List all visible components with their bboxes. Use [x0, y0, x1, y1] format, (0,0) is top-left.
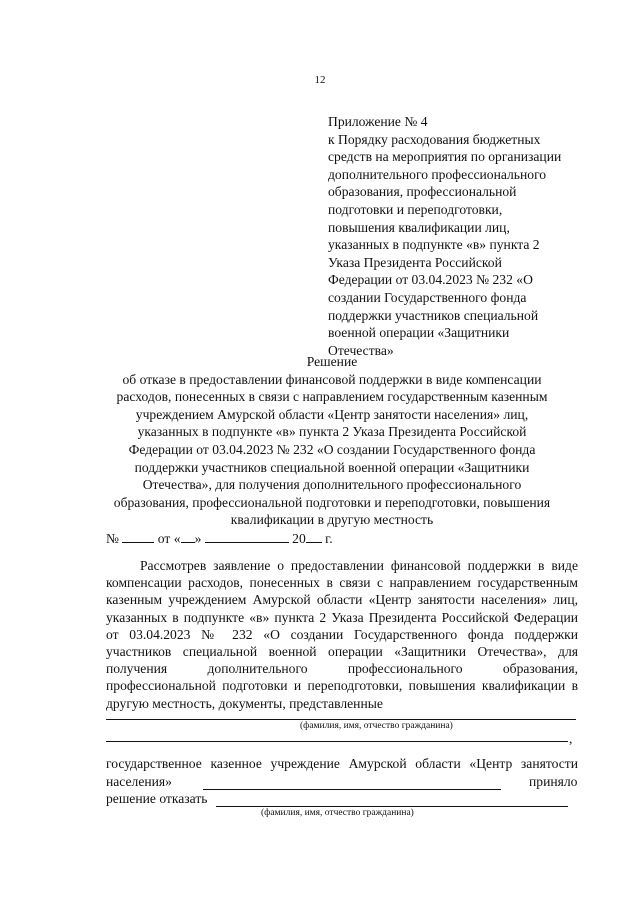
decision-line: указанных в подпункте «в» пункта 2 Указа Президента Российской	[137, 424, 527, 440]
appendix-line: к Порядку расходования бюджетных	[328, 131, 541, 147]
fio-line-2	[216, 806, 568, 807]
month-blank	[205, 531, 289, 543]
appendix-line: повышения квалификации лиц,	[328, 219, 510, 235]
appendix-line: дополнительного профессионального	[328, 166, 547, 182]
decision-line: об отказе в предоставлении финансовой поддержки в виде компенсации	[122, 371, 542, 387]
number-sign: №	[106, 531, 119, 546]
appendix-header	[328, 113, 598, 359]
appendix-line: средств на мероприятия по организации	[328, 149, 562, 165]
appendix-line: Приложение № 4	[328, 114, 428, 129]
year-blank	[306, 531, 322, 543]
appendix-line: Отечества»	[328, 342, 394, 358]
decided-text: приняло	[529, 774, 578, 789]
date-from: от «	[157, 531, 181, 546]
decision-line: расходов, понесенных в связи с направлением государственным казенным	[116, 389, 548, 405]
appendix-line: Федерации от 03.04.2023 № 232 «О	[328, 272, 533, 288]
number-blank	[122, 531, 154, 543]
appendix-line: военной операции «Защитники	[328, 325, 510, 341]
day-close: »	[194, 531, 202, 546]
day-blank	[181, 531, 195, 543]
refuse-text: решение отказать	[106, 791, 208, 806]
body-paragraph: Рассмотрев заявление о предоставлении финансовой поддержки в виде компенсации расходов, понесенных в связи с направлением государственным казенным учреждением Амурской области «Центр занятости населения» лиц, указанных в подпункте «в» пункта 2 Указа Президента Российской Федерации от 03.04.2023 № 232 «О создании Государственного фонда поддержки участников специальной военной операции «Защитники Отечества», для получения дополнительного профессионального образования, профессиональной подготовки и переподготовки, повышения квалификации в другую местность, документы, представленные	[106, 558, 578, 711]
blank-line-2	[106, 741, 568, 742]
decision-line: учреждением Амурской области «Центр занятости населения» лиц,	[135, 406, 529, 422]
institution-line: государственное казенное учреждение Амурской области «Центр занятости	[106, 756, 578, 771]
decision-line: Отечества», для получения дополнительного профессионального	[142, 477, 522, 493]
appendix-line: создании Государственного фонда	[328, 289, 527, 305]
population-text: населения»	[106, 774, 172, 789]
fio-caption-2: (фамилия, имя, отчество гражданина)	[261, 808, 414, 818]
year-prefix: 20	[292, 531, 306, 546]
document-number-date	[106, 531, 333, 547]
appendix-line: образования, профессиональной	[328, 184, 517, 200]
decision-line: квалификации в другую местность	[230, 512, 434, 528]
fio-line-1	[106, 719, 576, 720]
appendix-line: Указа Президента Российской	[328, 254, 502, 270]
decision-maker-line	[203, 789, 501, 790]
appendix-line: указанных в подпункте «в» пункта 2	[328, 237, 540, 253]
page-number: 12	[314, 74, 326, 86]
appendix-line: поддержки участников специальной	[328, 307, 539, 323]
decision-title	[96, 353, 568, 529]
comma: ,	[569, 731, 573, 746]
decision-line: образования, профессиональной подготовки и переподготовки, повышения	[113, 494, 551, 510]
decision-line: Федерации от 03.04.2023 № 232 «О создании Государственного фонда	[128, 441, 536, 457]
fio-caption-1: (фамилия, имя, отчество гражданина)	[300, 721, 453, 731]
decision-heading: Решение	[306, 354, 358, 369]
decision-line: поддержки участников специальной военной операции «Защитники	[134, 459, 530, 475]
appendix-line: подготовки и переподготовки,	[328, 201, 503, 217]
year-suffix: г.	[325, 531, 333, 546]
